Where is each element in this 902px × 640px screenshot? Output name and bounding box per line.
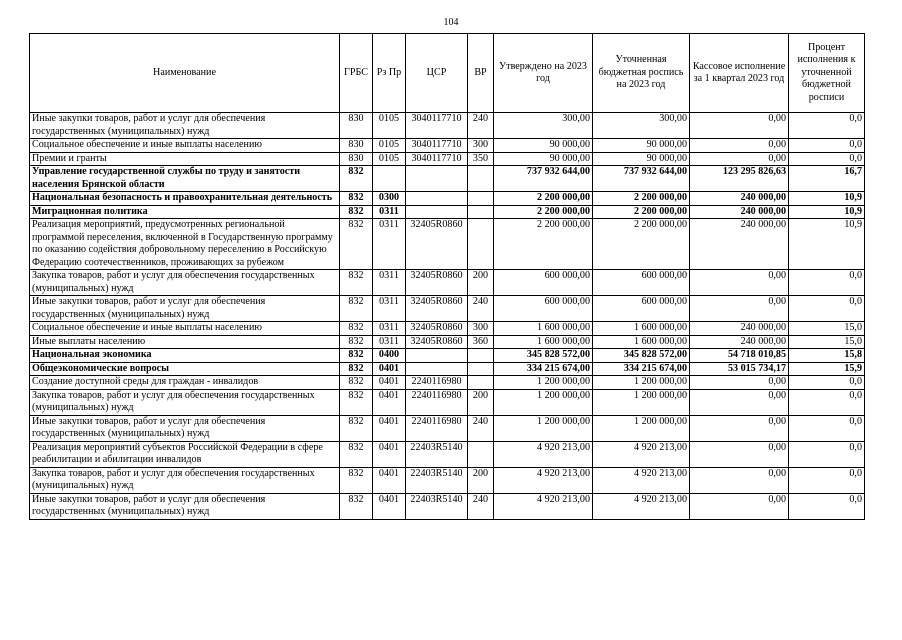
cell-name: Создание доступной среды для граждан - инвалидов (30, 376, 340, 390)
cell-cash: 123 295 826,63 (690, 166, 789, 192)
cell-vr: 360 (468, 335, 494, 349)
cell-percent: 0,0 (789, 296, 865, 322)
cell-vr: 200 (468, 389, 494, 415)
cell-cash: 240 000,00 (690, 335, 789, 349)
cell-name: Реализация мероприятий субъектов Российской Федерации в сфере реабилитации и абилитации инвалидов (30, 441, 340, 467)
table-row (30, 415, 865, 441)
cell-cash: 53 015 734,17 (690, 362, 789, 376)
cell-refined: 1 600 000,00 (593, 335, 690, 349)
cell-approved: 334 215 674,00 (494, 362, 593, 376)
cell-percent: 0,0 (789, 389, 865, 415)
cell-percent: 0,0 (789, 113, 865, 139)
cell-vr: 200 (468, 467, 494, 493)
cell-rz-pr: 0311 (373, 205, 406, 219)
cell-cash: 0,00 (690, 139, 789, 153)
cell-csr: 22403R5140 (406, 467, 468, 493)
cell-cash: 0,00 (690, 152, 789, 166)
cell-csr: 2240116980 (406, 389, 468, 415)
cell-grbs: 832 (340, 270, 373, 296)
cell-approved: 600 000,00 (494, 270, 593, 296)
header-rz-pr: Рз Пр (373, 34, 406, 113)
cell-approved: 90 000,00 (494, 152, 593, 166)
cell-vr (468, 349, 494, 363)
cell-percent: 15,0 (789, 335, 865, 349)
cell-refined: 4 920 213,00 (593, 467, 690, 493)
cell-rz-pr: 0401 (373, 467, 406, 493)
cell-grbs: 832 (340, 205, 373, 219)
cell-rz-pr: 0311 (373, 335, 406, 349)
cell-vr: 350 (468, 152, 494, 166)
cell-rz-pr: 0401 (373, 493, 406, 519)
cell-rz-pr: 0401 (373, 441, 406, 467)
cell-percent: 0,0 (789, 493, 865, 519)
cell-refined: 2 200 000,00 (593, 205, 690, 219)
cell-cash: 240 000,00 (690, 322, 789, 336)
cell-vr (468, 166, 494, 192)
cell-refined: 345 828 572,00 (593, 349, 690, 363)
cell-grbs: 832 (340, 467, 373, 493)
cell-approved: 4 920 213,00 (494, 467, 593, 493)
cell-rz-pr: 0300 (373, 192, 406, 206)
cell-approved: 1 200 000,00 (494, 376, 593, 390)
table-row (30, 296, 865, 322)
cell-approved: 600 000,00 (494, 296, 593, 322)
cell-name: Социальное обеспечение и иные выплаты населению (30, 322, 340, 336)
cell-percent: 15,9 (789, 362, 865, 376)
cell-vr: 200 (468, 270, 494, 296)
cell-refined: 600 000,00 (593, 270, 690, 296)
cell-rz-pr: 0105 (373, 152, 406, 166)
header-csr: ЦСР (406, 34, 468, 113)
cell-approved: 2 200 000,00 (494, 205, 593, 219)
cell-rz-pr (373, 166, 406, 192)
cell-vr (468, 192, 494, 206)
header-vr: ВР (468, 34, 494, 113)
table-row (30, 493, 865, 519)
cell-name: Закупка товаров, работ и услуг для обеспечения государственных (муниципальных) нужд (30, 389, 340, 415)
cell-refined: 4 920 213,00 (593, 441, 690, 467)
cell-rz-pr: 0311 (373, 270, 406, 296)
cell-refined: 600 000,00 (593, 296, 690, 322)
cell-csr: 3040117710 (406, 139, 468, 153)
table-body (30, 113, 865, 520)
cell-percent: 0,0 (789, 415, 865, 441)
cell-csr: 32405R0860 (406, 335, 468, 349)
table-row (30, 335, 865, 349)
cell-csr: 32405R0860 (406, 270, 468, 296)
table-row (30, 113, 865, 139)
cell-csr (406, 192, 468, 206)
cell-vr: 240 (468, 493, 494, 519)
cell-approved: 1 600 000,00 (494, 335, 593, 349)
cell-approved: 1 200 000,00 (494, 389, 593, 415)
table-row (30, 270, 865, 296)
cell-refined: 334 215 674,00 (593, 362, 690, 376)
cell-rz-pr: 0311 (373, 296, 406, 322)
cell-name: Иные закупки товаров, работ и услуг для обеспечения государственных (муниципальных) нужд (30, 415, 340, 441)
header-name: Наименование (30, 34, 340, 113)
cell-grbs: 832 (340, 415, 373, 441)
cell-cash: 0,00 (690, 467, 789, 493)
cell-refined: 737 932 644,00 (593, 166, 690, 192)
cell-percent: 16,7 (789, 166, 865, 192)
header-percent: Процент исполнения к уточненной бюджетной росписи (789, 34, 865, 113)
cell-vr (468, 376, 494, 390)
cell-percent: 10,9 (789, 205, 865, 219)
table-row (30, 166, 865, 192)
cell-grbs: 832 (340, 493, 373, 519)
cell-grbs: 830 (340, 113, 373, 139)
cell-csr: 22403R5140 (406, 441, 468, 467)
cell-approved: 1 600 000,00 (494, 322, 593, 336)
cell-approved: 345 828 572,00 (494, 349, 593, 363)
cell-name: Общеэкономические вопросы (30, 362, 340, 376)
cell-rz-pr: 0401 (373, 376, 406, 390)
cell-name: Миграционная политика (30, 205, 340, 219)
cell-name: Премии и гранты (30, 152, 340, 166)
cell-grbs: 832 (340, 389, 373, 415)
cell-rz-pr: 0400 (373, 349, 406, 363)
cell-cash: 0,00 (690, 113, 789, 139)
cell-csr (406, 362, 468, 376)
cell-approved: 2 200 000,00 (494, 192, 593, 206)
table-row (30, 205, 865, 219)
cell-cash: 0,00 (690, 415, 789, 441)
cell-name: Национальная безопасность и правоохранительная деятельность (30, 192, 340, 206)
header-approved: Утверждено на 2023 год (494, 34, 593, 113)
cell-cash: 0,00 (690, 376, 789, 390)
page-number: 104 (443, 17, 459, 28)
cell-name: Иные закупки товаров, работ и услуг для обеспечения государственных (муниципальных) нужд (30, 493, 340, 519)
cell-csr (406, 166, 468, 192)
cell-name: Иные закупки товаров, работ и услуг для обеспечения государственных (муниципальных) нужд (30, 296, 340, 322)
cell-vr: 240 (468, 113, 494, 139)
cell-cash: 240 000,00 (690, 219, 789, 270)
cell-csr: 2240116980 (406, 376, 468, 390)
cell-csr: 3040117710 (406, 113, 468, 139)
cell-refined: 4 920 213,00 (593, 493, 690, 519)
cell-grbs: 832 (340, 192, 373, 206)
cell-percent: 10,9 (789, 192, 865, 206)
cell-approved: 737 932 644,00 (494, 166, 593, 192)
cell-rz-pr: 0401 (373, 362, 406, 376)
cell-percent: 0,0 (789, 467, 865, 493)
cell-approved: 2 200 000,00 (494, 219, 593, 270)
cell-vr: 240 (468, 415, 494, 441)
table-row (30, 322, 865, 336)
cell-approved: 90 000,00 (494, 139, 593, 153)
header-cash: Кассовое исполнение за 1 квартал 2023 год (690, 34, 789, 113)
cell-cash: 0,00 (690, 389, 789, 415)
cell-percent: 15,0 (789, 322, 865, 336)
cell-csr: 32405R0860 (406, 219, 468, 270)
cell-percent: 10,9 (789, 219, 865, 270)
cell-name: Реализация мероприятий, предусмотренных региональной программой переселения, включенной в Государственную программу по оказанию содействия добровольному переселению в Российскую Федерацию соотечественников, проживающих за рубежом (30, 219, 340, 270)
cell-csr: 32405R0860 (406, 296, 468, 322)
cell-name: Управление государственной службы по труду и занятости населения Брянской области (30, 166, 340, 192)
cell-vr: 300 (468, 322, 494, 336)
cell-rz-pr: 0311 (373, 219, 406, 270)
cell-refined: 1 200 000,00 (593, 389, 690, 415)
cell-cash: 0,00 (690, 270, 789, 296)
cell-vr (468, 362, 494, 376)
cell-percent: 15,8 (789, 349, 865, 363)
cell-name: Иные закупки товаров, работ и услуг для обеспечения государственных (муниципальных) нужд (30, 113, 340, 139)
cell-rz-pr: 0401 (373, 415, 406, 441)
cell-percent: 0,0 (789, 376, 865, 390)
cell-grbs: 832 (340, 322, 373, 336)
cell-cash: 0,00 (690, 296, 789, 322)
cell-vr: 300 (468, 139, 494, 153)
cell-refined: 300,00 (593, 113, 690, 139)
table-row (30, 192, 865, 206)
cell-cash: 0,00 (690, 441, 789, 467)
cell-percent: 0,0 (789, 270, 865, 296)
cell-refined: 1 600 000,00 (593, 322, 690, 336)
table-row (30, 441, 865, 467)
cell-approved: 4 920 213,00 (494, 493, 593, 519)
cell-name: Закупка товаров, работ и услуг для обеспечения государственных (муниципальных) нужд (30, 270, 340, 296)
budget-table (29, 33, 865, 520)
cell-csr: 2240116980 (406, 415, 468, 441)
cell-grbs: 832 (340, 362, 373, 376)
cell-refined: 1 200 000,00 (593, 376, 690, 390)
table-row (30, 139, 865, 153)
cell-grbs: 832 (340, 349, 373, 363)
cell-cash: 0,00 (690, 493, 789, 519)
cell-approved: 300,00 (494, 113, 593, 139)
table-row (30, 152, 865, 166)
cell-vr (468, 219, 494, 270)
cell-refined: 90 000,00 (593, 139, 690, 153)
cell-approved: 1 200 000,00 (494, 415, 593, 441)
table-row (30, 349, 865, 363)
cell-rz-pr: 0401 (373, 389, 406, 415)
cell-cash: 240 000,00 (690, 205, 789, 219)
header-refined: Уточненная бюджетная роспись на 2023 год (593, 34, 690, 113)
cell-approved: 4 920 213,00 (494, 441, 593, 467)
cell-vr (468, 441, 494, 467)
cell-name: Иные выплаты населению (30, 335, 340, 349)
table-row (30, 376, 865, 390)
cell-percent: 0,0 (789, 441, 865, 467)
cell-cash: 240 000,00 (690, 192, 789, 206)
cell-csr: 3040117710 (406, 152, 468, 166)
cell-vr: 240 (468, 296, 494, 322)
cell-csr (406, 205, 468, 219)
cell-grbs: 832 (340, 335, 373, 349)
cell-name: Закупка товаров, работ и услуг для обеспечения государственных (муниципальных) нужд (30, 467, 340, 493)
table-header-row (30, 34, 865, 113)
cell-grbs: 832 (340, 166, 373, 192)
table-row (30, 219, 865, 270)
cell-grbs: 832 (340, 219, 373, 270)
cell-grbs: 832 (340, 296, 373, 322)
table-row (30, 467, 865, 493)
cell-percent: 0,0 (789, 152, 865, 166)
cell-rz-pr: 0311 (373, 322, 406, 336)
cell-csr: 22403R5140 (406, 493, 468, 519)
cell-refined: 90 000,00 (593, 152, 690, 166)
cell-grbs: 830 (340, 139, 373, 153)
cell-name: Социальное обеспечение и иные выплаты населению (30, 139, 340, 153)
table-row (30, 362, 865, 376)
table-row (30, 389, 865, 415)
cell-rz-pr: 0105 (373, 113, 406, 139)
cell-refined: 1 200 000,00 (593, 415, 690, 441)
cell-percent: 0,0 (789, 139, 865, 153)
cell-cash: 54 718 010,85 (690, 349, 789, 363)
cell-grbs: 832 (340, 441, 373, 467)
cell-grbs: 832 (340, 376, 373, 390)
cell-vr (468, 205, 494, 219)
cell-refined: 2 200 000,00 (593, 192, 690, 206)
cell-grbs: 830 (340, 152, 373, 166)
cell-csr (406, 349, 468, 363)
cell-csr: 32405R0860 (406, 322, 468, 336)
header-grbs: ГРБС (340, 34, 373, 113)
cell-refined: 2 200 000,00 (593, 219, 690, 270)
cell-name: Национальная экономика (30, 349, 340, 363)
cell-rz-pr: 0105 (373, 139, 406, 153)
